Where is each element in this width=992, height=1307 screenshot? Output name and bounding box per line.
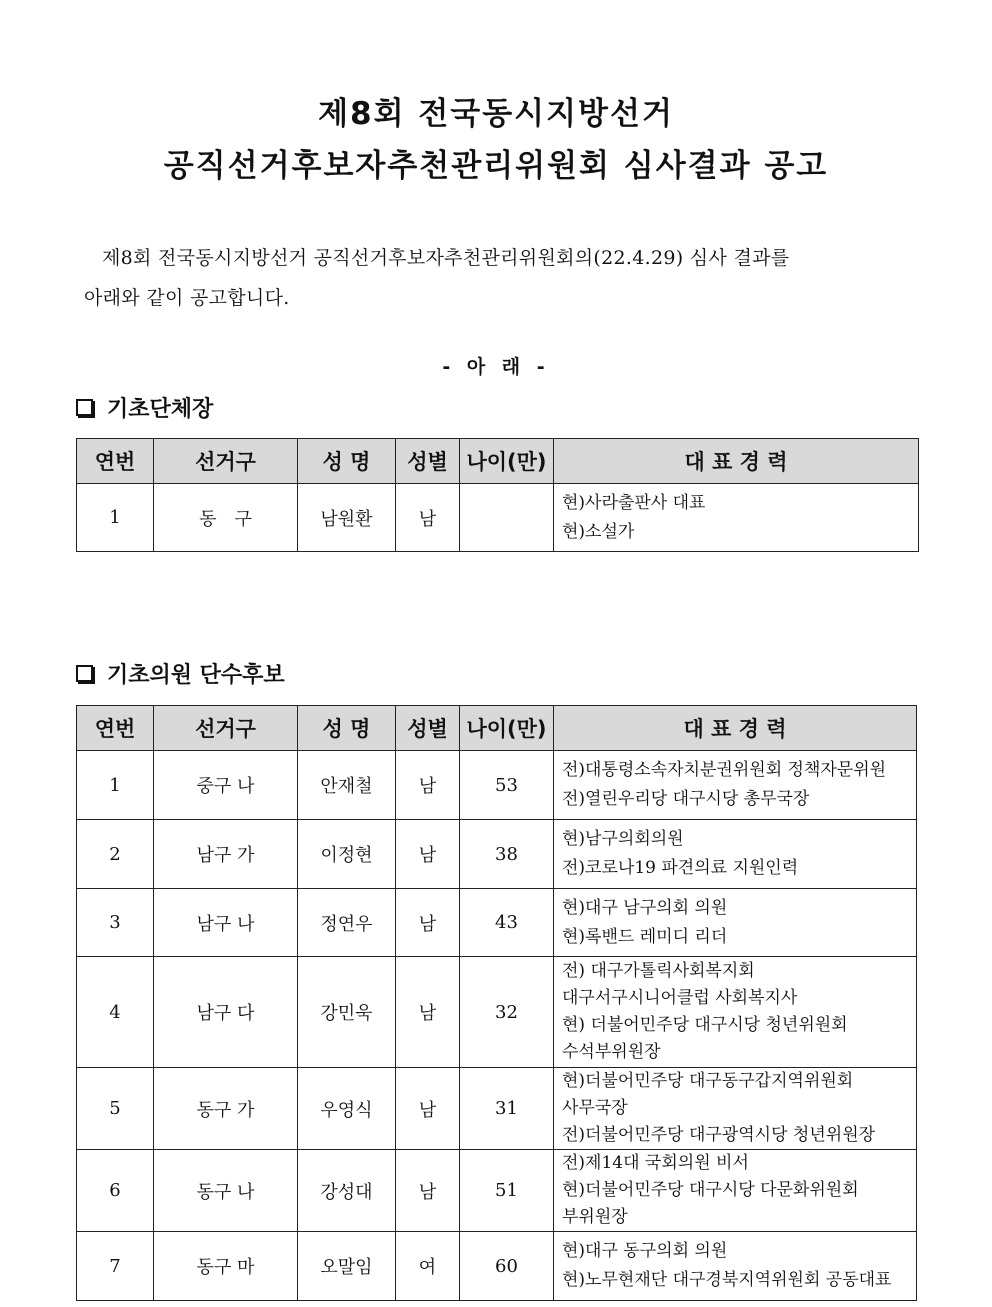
cell-name: 이정현 (298, 820, 396, 889)
career-line: 대구서구시니어클럽 사회복지사 (562, 988, 798, 1008)
cell-no: 6 (77, 1150, 154, 1232)
intro-line-2: 아래와 같이 공고합니다. (84, 287, 290, 309)
cell-career (554, 1150, 917, 1232)
header-district: 선거구 (154, 439, 298, 484)
cell-district: 남구 나 (154, 889, 298, 957)
career-line: 현)대구 동구의회 의원 (562, 1241, 728, 1261)
mayor-candidates-table (76, 438, 919, 552)
table-header-row (77, 706, 917, 751)
intro-line-1: 제8회 전국동시지방선거 공직선거후보자추천관리위원회의(22.4.29) 심사 결과를 (102, 247, 790, 269)
header-no: 연번 (77, 439, 154, 484)
cell-career (554, 957, 917, 1068)
table-header-row (77, 439, 919, 484)
cell-district: 동구 나 (154, 1150, 298, 1232)
career-line: 현)소설가 (562, 521, 635, 542)
table-row (77, 957, 917, 1068)
cell-career (554, 484, 919, 552)
cell-gender: 남 (396, 484, 460, 552)
cell-age: 31 (460, 1068, 554, 1150)
council-candidates-table (76, 705, 917, 1301)
page-title-line-1: 제8회 전국동시지방선거 (318, 96, 674, 132)
cell-career (554, 820, 917, 889)
cell-name: 남원환 (298, 484, 396, 552)
table-row (77, 751, 917, 820)
section-title: 기초의원 단수후보 (107, 663, 285, 688)
cell-name: 강성대 (298, 1150, 396, 1232)
section-title: 기초단체장 (107, 397, 214, 422)
cell-age: 60 (460, 1232, 554, 1301)
cell-age: 43 (460, 889, 554, 957)
header-district: 선거구 (154, 706, 298, 751)
career-line: 현)대구 남구의회 의원 (562, 897, 728, 918)
header-gender: 성별 (396, 706, 460, 751)
cell-gender: 남 (396, 1068, 460, 1150)
cell-district: 중구 나 (154, 751, 298, 820)
table-row (77, 484, 919, 552)
header-gender: 성별 (396, 439, 460, 484)
cell-gender: 남 (396, 1150, 460, 1232)
cell-no: 1 (77, 484, 154, 552)
career-line: 현)록밴드 레미디 리더 (562, 926, 728, 947)
cell-name: 정연우 (298, 889, 396, 957)
cell-age (460, 484, 554, 552)
career-line: 전)제14대 국회의원 비서 (562, 1153, 749, 1173)
cell-no: 5 (77, 1068, 154, 1150)
career-line: 전) 대구가톨릭사회복지회 (562, 961, 755, 981)
cell-district: 동 구 (154, 484, 298, 552)
cell-age: 38 (460, 820, 554, 889)
cell-no: 2 (77, 820, 154, 889)
career-line: 현)더불어민주당 대구동구갑지역위원회 (562, 1071, 854, 1091)
cell-gender: 여 (396, 1232, 460, 1301)
section-heading-mayor (76, 392, 213, 423)
career-line: 수석부위원장 (562, 1042, 661, 1062)
checkbox-square-icon (76, 399, 93, 416)
cell-district: 남구 다 (154, 957, 298, 1068)
header-no: 연번 (77, 706, 154, 751)
table-row (77, 1068, 917, 1150)
header-name: 성 명 (298, 439, 396, 484)
cell-district: 동구 마 (154, 1232, 298, 1301)
section-heading-council (76, 658, 285, 689)
cell-age: 32 (460, 957, 554, 1068)
table-row (77, 820, 917, 889)
cell-age: 53 (460, 751, 554, 820)
cell-no: 3 (77, 889, 154, 957)
career-line: 현)남구의회의원 (562, 829, 684, 849)
career-line: 부위원장 (562, 1207, 628, 1227)
cell-name: 안재철 (298, 751, 396, 820)
career-line: 전)대통령소속자치분권위원회 정책자문위원 (562, 760, 887, 780)
career-line: 현)사라출판사 대표 (562, 492, 706, 513)
career-line: 현)노무현재단 대구경북지역위원회 공동대표 (562, 1270, 892, 1290)
cell-career (554, 1232, 917, 1301)
cell-no: 7 (77, 1232, 154, 1301)
career-line: 현)더불어민주당 대구시당 다문화위원회 (562, 1180, 859, 1200)
career-line: 전)열린우리당 대구시당 총무국장 (562, 789, 810, 809)
header-name: 성 명 (298, 706, 396, 751)
cell-no: 1 (77, 751, 154, 820)
career-line: 전)더불어민주당 대구광역시당 청년위원장 (562, 1125, 876, 1145)
cell-district: 동구 가 (154, 1068, 298, 1150)
career-line: 전)코로나19 파견의료 지원인력 (562, 858, 799, 878)
checkbox-square-icon (76, 665, 93, 682)
cell-career (554, 751, 917, 820)
header-age: 나이(만) (460, 439, 554, 484)
table-row (77, 1150, 917, 1232)
header-age: 나이(만) (460, 706, 554, 751)
cell-age: 51 (460, 1150, 554, 1232)
cell-name: 오말임 (298, 1232, 396, 1301)
cell-gender: 남 (396, 820, 460, 889)
cell-career (554, 1068, 917, 1150)
intro-paragraph (84, 238, 912, 318)
cell-gender: 남 (396, 957, 460, 1068)
cell-name: 우영식 (298, 1068, 396, 1150)
career-line: 사무국장 (562, 1098, 628, 1118)
table-row (77, 1232, 917, 1301)
below-label: - 아 래 - (442, 356, 550, 378)
cell-no: 4 (77, 957, 154, 1068)
table-row (77, 889, 917, 957)
header-career: 대 표 경 력 (554, 706, 917, 751)
cell-district: 남구 가 (154, 820, 298, 889)
header-career: 대 표 경 력 (554, 439, 919, 484)
cell-gender: 남 (396, 889, 460, 957)
career-line: 현) 더불어민주당 대구시당 청년위원회 (562, 1015, 848, 1035)
page-title-line-2: 공직선거후보자추천관리위원회 심사결과 공고 (163, 148, 829, 184)
cell-gender: 남 (396, 751, 460, 820)
cell-career (554, 889, 917, 957)
cell-name: 강민욱 (298, 957, 396, 1068)
